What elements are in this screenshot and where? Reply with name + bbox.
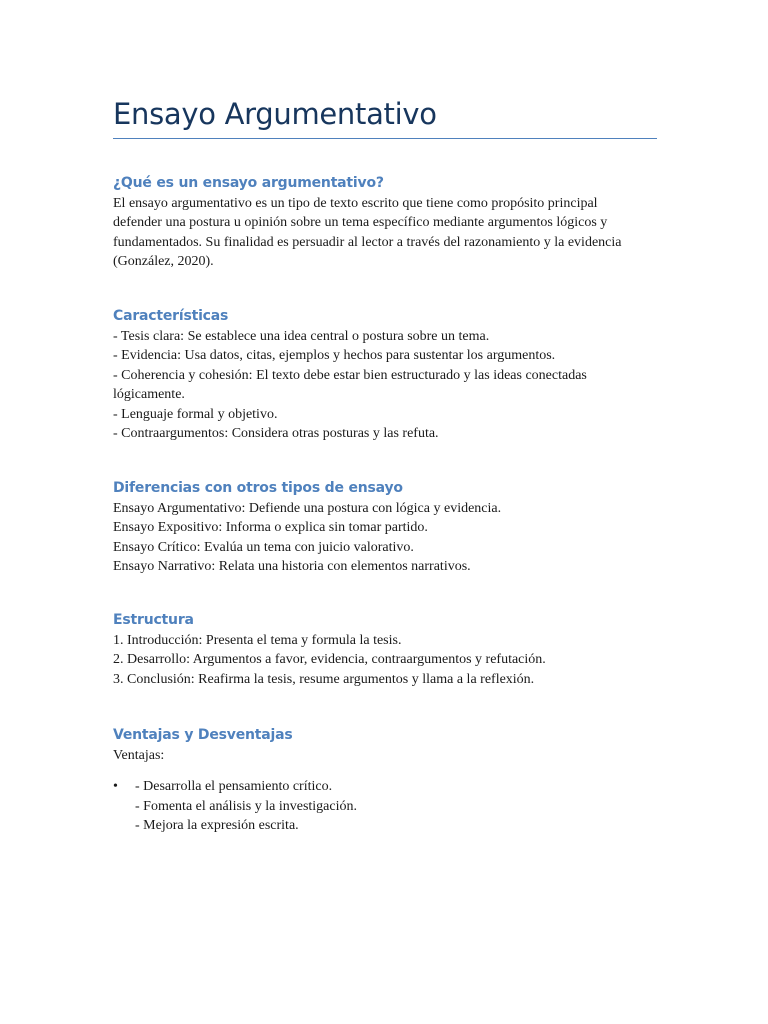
list-item: - Tesis clara: Se establece una idea central o postura sobre un tema. [113, 329, 490, 344]
list-item: - Mejora la expresión escrita. [135, 818, 299, 834]
section-pros-cons [113, 724, 658, 836]
section-heading: Estructura [113, 612, 194, 628]
section-body [113, 631, 658, 689]
title-divider [113, 138, 657, 139]
body-line: (González, 2020). [113, 254, 214, 270]
subheading-label: Ventajas: [113, 748, 165, 763]
list-item: Ensayo Expositivo: Informa o explica sin tomar partido. [113, 520, 428, 536]
list-item: - Fomenta el análisis y la investigación. [135, 798, 358, 814]
list-item: - Evidencia: Usa datos, citas, ejemplos y hechos para sustentar los argumentos. [113, 348, 556, 364]
section-body [113, 499, 658, 577]
list-item: - Contraargumentos: Considera otras posturas y las refuta. [113, 426, 439, 442]
section-heading: Características [113, 308, 229, 324]
bullet-icon: • [113, 779, 118, 795]
body-line: fundamentados. Su finalidad es persuadir al lector a través del razonamiento y la evidencia [113, 234, 622, 250]
section-body [113, 327, 658, 443]
section-what-is [113, 172, 658, 272]
section-heading: ¿Qué es un ensayo argumentativo? [113, 175, 384, 191]
section-structure [113, 609, 658, 689]
section-body [113, 746, 658, 836]
body-line: El ensayo argumentativo es un tipo de texto escrito que tiene como propósito principal [113, 196, 598, 211]
list-item: 2. Desarrollo: Argumentos a favor, evidencia, contraargumentos y refutación. [113, 652, 546, 668]
list-item: 3. Conclusión: Reafirma la tesis, resume argumentos y llama a la reflexión. [113, 671, 535, 687]
list-item: 1. Introducción: Presenta el tema y formula la tesis. [113, 633, 402, 648]
section-body [113, 194, 658, 272]
bullet-list [113, 777, 658, 835]
section-heading: Diferencias con otros tipos de ensayo [113, 480, 403, 496]
list-item: - Lenguaje formal y objetivo. [113, 406, 278, 422]
list-item: - Coherencia y cohesión: El texto debe estar bien estructurado y las ideas conectadas [113, 367, 587, 383]
list-item: Ensayo Argumentativo: Defiende una postura con lógica y evidencia. [113, 501, 502, 516]
body-line: defender una postura u opinión sobre un tema específico mediante argumentos lógicos y [113, 215, 608, 231]
section-heading: Ventajas y Desventajas [113, 727, 293, 743]
section-characteristics [113, 305, 658, 443]
list-item: lógicamente. [113, 387, 185, 403]
list-item: - Desarrolla el pensamiento crítico. [135, 779, 333, 795]
list-item: Ensayo Crítico: Evalúa un tema con juicio valorativo. [113, 539, 414, 555]
page-title: Ensayo Argumentativo [113, 97, 437, 131]
list-item: Ensayo Narrativo: Relata una historia con elementos narrativos. [113, 559, 471, 575]
section-differences [113, 477, 658, 577]
